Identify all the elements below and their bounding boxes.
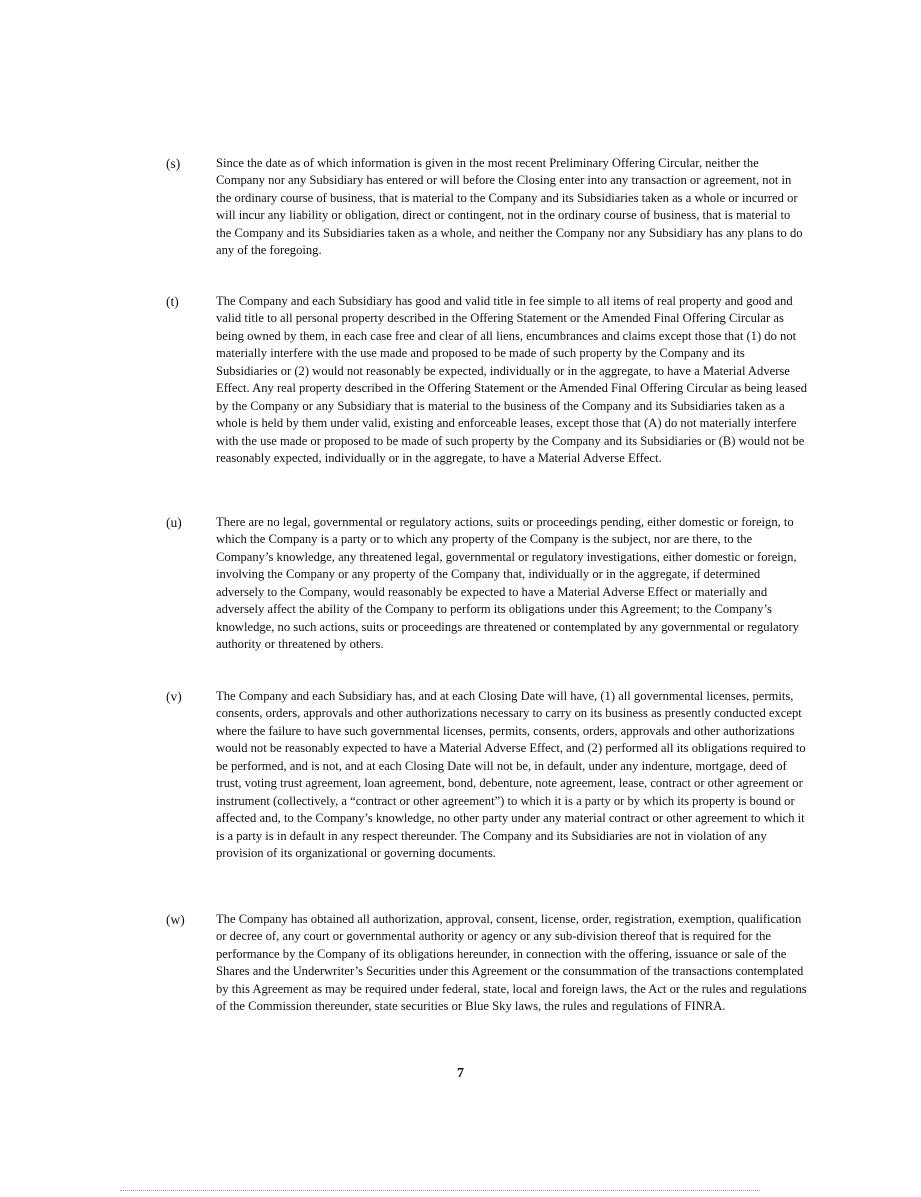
clause-text: The Company and each Subsidiary has, and at each Closing Date will have, (1) all governmental licenses, permits, consents, orders, approvals and other authorizations necessary to carry on its business as presently conducted except where the failure to have such governmental licenses, permits, consents, orders, approvals and other authorizations would not be reasonably expected to have a Material Adverse Effect, and (2) performed all its obligations required to be performed, and is not, and at each Closing Date will not be, in default, under any indenture, mortgage, deed of trust, voting trust agreement, loan agreement, bond, debenture, note agreement, lease, contract or other agreement or instrument (collectively, a “contract or other agreement”) to which it is a party or by which its property is bound or affected and, to the Company’s knowledge, no other party under any material contract or other agreement to which it is a party is in default in any respect thereunder. The Company and its Subsidiaries are not in violation of any provision of its organizational or governing documents. <box>216 689 806 861</box>
clause-letter: (s) <box>166 156 181 171</box>
scan-edge-divider <box>120 1190 760 1191</box>
clause-letter: (t) <box>166 294 179 309</box>
clause-letter: (w) <box>166 912 185 927</box>
clause-text: Since the date as of which information is given in the most recent Preliminary Offering Circular, neither the Company nor any Subsidiary has entered or will before the Closing enter into any transaction or agreement, not in the ordinary course of business, that is material to the Company and its Subsidiaries taken as a whole or incurred or will incur any liability or obligation, direct or contingent, not in the ordinary course of business, that is material to the Company and its Subsidiaries taken as a whole, and neither the Company nor any Subsidiary has any plans to do any of the foregoing. <box>216 156 803 258</box>
clause-text: The Company and each Subsidiary has good and valid title in fee simple to all items of real property and good and valid title to all personal property described in the Offering Statement or the Amended Final Offering Circular as being owned by them, in each case free and clear of all liens, encumbrances and claims except those that (1) do not materially interfere with the use made and proposed to be made of such property by the Company and its Subsidiaries or (2) would not reasonably be expected, individually or in the aggregate, to have a Material Adverse Effect. Any real property described in the Offering Statement or the Amended Final Offering Circular as being leased by the Company or any Subsidiary that is material to the business of the Company and its Subsidiaries taken as a whole is held by them under valid, existing and enforceable leases, except those that (A) do not materially interfere with the use made or proposed to be made of such property by the Company and its Subsidiaries or (B) would not be reasonably expected, individually or in the aggregate, to have a Material Adverse Effect. <box>216 294 808 466</box>
page-number: 7 <box>457 1066 464 1081</box>
clause-text: The Company has obtained all authorization, approval, consent, license, order, registration, exemption, qualification or decree of, any court or governmental authority or agency or any sub-division thereof that is required for the performance by the Company of its obligations hereunder, in connection with the offering, issuance or sale of the Shares and the Underwriter’s Securities under this Agreement or the consummation of the transactions contemplated by this Agreement as may be required under federal, state, local and foreign laws, the Act or the rules and regulations of the Commission thereunder, state securities or Blue Sky laws, the rules and regulations of FINRA. <box>216 912 807 1014</box>
clause-text: There are no legal, governmental or regulatory actions, suits or proceedings pending, either domestic or foreign, to which the Company is a party or to which any property of the Company is the subject, nor are there, to the Company’s knowledge, any threatened legal, governmental or regulatory investigations, either domestic or foreign, involving the Company or any property of the Company that, individually or in the aggregate, if determined adversely to the Company, would reasonably be expected to have a Material Adverse Effect or materially and adversely affect the ability of the Company to perform its obligations under this Agreement; to the Company’s knowledge, no such actions, suits or proceedings are threatened or contemplated by any governmental or regulatory authority or threatened by others. <box>216 515 799 652</box>
clause-letter: (v) <box>166 689 182 704</box>
clause-letter: (u) <box>166 515 182 530</box>
